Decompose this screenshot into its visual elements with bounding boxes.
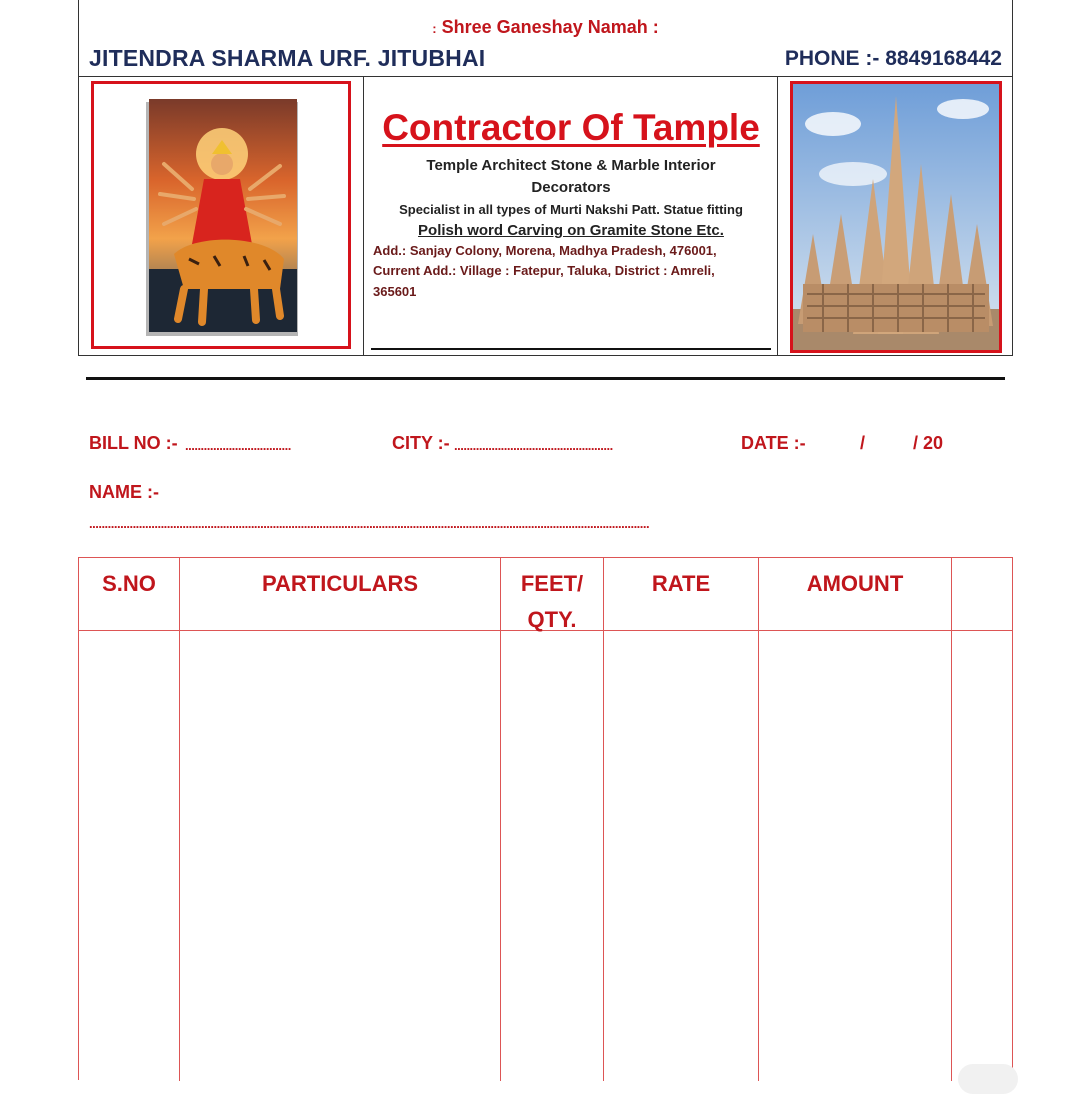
address-line-3: 365601 [373,284,417,299]
column-divider [758,558,759,1081]
temple-image-frame [790,81,1002,353]
letterhead-header [78,0,1013,77]
date-separator-1: / [860,433,866,453]
column-divider [179,558,180,1081]
watermark-badge [958,1064,1018,1094]
column-header-amount: AMOUNT [806,571,904,596]
invocation-text: Shree Ganeshay Namah : [441,17,659,37]
goddess-durga-image [94,84,348,346]
column-divider [951,558,952,1081]
business-tagline-1: Temple Architect Stone & Marble Interior [426,157,716,174]
address-line-1: Add.: Sanjay Colony, Morena, Madhya Pradesh, 476001, [373,243,717,258]
column-header-particulars: PARTICULARS [261,571,419,596]
date-separator-2: / 20 [913,433,944,453]
city-label: CITY :- [392,433,450,453]
temple-image [793,84,999,350]
address-line-2: Current Add.: Village : Fatepur, Taluka, District : Amreli, [373,263,715,278]
phone-number: PHONE :- 8849168442 [784,47,1002,70]
band-divider [777,77,778,355]
column-divider [603,558,604,1081]
bill-items-table [78,557,1013,1080]
column-header-rate: RATE [651,571,711,596]
business-tagline-3: Specialist in all types of Murti Nakshi Patt. Statue fitting [399,202,743,217]
band-divider [363,77,364,355]
business-title: Contractor Of Tample [382,107,760,148]
name-field[interactable]: .................................................................................................................................................................................... [89,516,650,531]
city-field[interactable]: ................................................... [454,438,613,453]
business-tagline-4: Polish word Carving on Gramite Stone Etc. [418,222,724,239]
invocation [79,17,1012,38]
proprietor-name: JITENDRA SHARMA URF. JITUBHAI [89,45,486,71]
bill-no-label: BILL NO :- [89,433,178,453]
date-label: DATE :- [741,433,806,453]
center-rule [371,348,771,350]
column-header-sno: S.NO [102,571,156,596]
business-details [369,77,773,355]
goddess-image-frame [91,81,351,349]
column-divider [500,558,501,1081]
name-label: NAME :- [89,482,159,502]
separator-line [86,377,1005,380]
invocation-prefix: : [432,21,437,36]
letterhead-band [78,77,1013,356]
column-header-feet-qty: FEET/ QTY. [520,571,584,632]
bill-no-field[interactable]: .................................. [185,438,291,453]
business-tagline-2: Decorators [531,179,611,196]
